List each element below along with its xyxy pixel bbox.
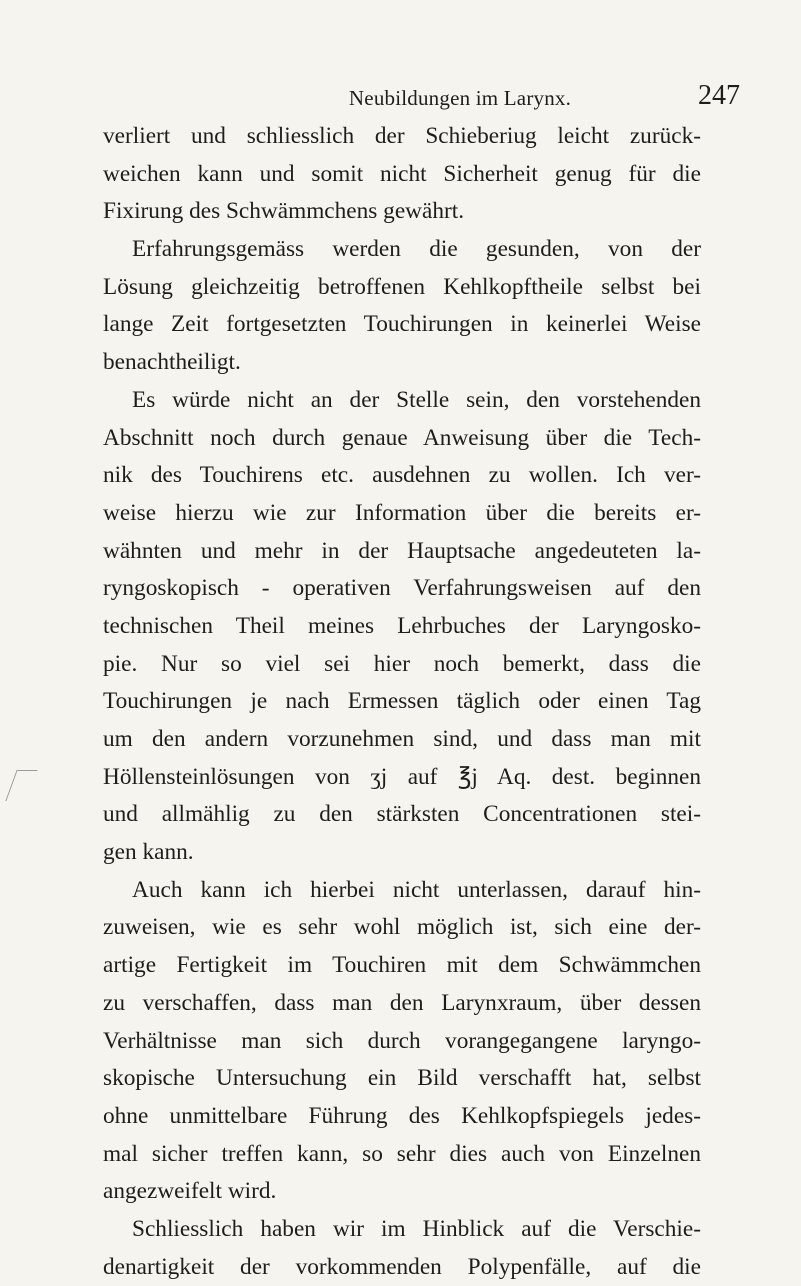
text-line: mal sicher treffen kann, so sehr dies auch von Einzelnen bbox=[103, 1140, 701, 1167]
text-line: Abschnitt noch durch genaue Anweisung über die Tech- bbox=[103, 424, 701, 451]
text-line: weise hierzu wie zur Information über die bereits er- bbox=[103, 499, 701, 526]
text-line: ryngoskopisch - operativen Verfahrungsweisen auf den bbox=[103, 575, 701, 602]
margin-mark bbox=[5, 770, 37, 801]
text-line: Es würde nicht an der Stelle sein, den vorstehenden bbox=[132, 386, 701, 413]
text-line: um den andern vorzunehmen sind, und dass man mit bbox=[103, 726, 701, 752]
page-header bbox=[0, 78, 801, 114]
text-line: angezweifelt wird. bbox=[103, 1178, 277, 1205]
text-line: denartigkeit der vorkommenden Polypenfälle, auf die bbox=[103, 1253, 701, 1280]
text-line: und allmählig zu den stärksten Concentrationen stei- bbox=[103, 801, 701, 828]
text-line: benachtheiligt. bbox=[103, 349, 241, 376]
text-line: gen kann. bbox=[103, 839, 194, 866]
text-line: ohne unmittelbare Führung des Kehlkopfspiegels jedes- bbox=[103, 1102, 701, 1129]
text-line: skopische Untersuchung ein Bild verschafft hat, selbst bbox=[103, 1065, 701, 1092]
text-line: nik des Touchirens etc. ausdehnen zu wollen. Ich ver- bbox=[103, 462, 701, 489]
text-line: zuweisen, wie es sehr wohl möglich ist, sich eine der- bbox=[103, 914, 701, 941]
text-line: Verhältnisse man sich durch vorangegangene laryngo- bbox=[103, 1027, 701, 1054]
text-line: lange Zeit fortgesetzten Touchirungen in keinerlei Weise bbox=[103, 311, 701, 338]
text-line: Lösung gleichzeitig betroffenen Kehlkopftheile selbst bei bbox=[103, 273, 701, 300]
body-text bbox=[103, 118, 701, 1286]
text-line: artige Fertigkeit im Touchiren mit dem Schwämmchen bbox=[103, 952, 701, 979]
text-line: technischen Theil meines Lehrbuches der Laryngosko- bbox=[103, 612, 701, 639]
page-number: 247 bbox=[698, 80, 740, 111]
text-line: Erfahrungsgemäss werden die gesunden, von der bbox=[132, 236, 701, 263]
text-line: Fixirung des Schwämmchens gewährt. bbox=[103, 198, 465, 225]
text-line: Auch kann ich hierbei nicht unterlassen, darauf hin- bbox=[132, 876, 701, 903]
text-line: Schliesslich haben wir im Hinblick auf die Verschie- bbox=[132, 1215, 701, 1242]
text-line: Höllensteinlösungen von ʒj auf ℥j Aq. dest. beginnen bbox=[103, 763, 701, 790]
running-head: Neubildungen im Larynx. bbox=[348, 86, 572, 110]
text-line: wähnten und mehr in der Hauptsache angedeuteten la- bbox=[103, 537, 701, 564]
text-line: verliert und schliesslich der Schieberiug leicht zurück- bbox=[103, 123, 701, 149]
text-line: weichen kann und somit nicht Sicherheit genug für die bbox=[103, 160, 701, 187]
text-line: zu verschaffen, dass man den Larynxraum, über dessen bbox=[103, 989, 701, 1016]
text-line: Touchirungen je nach Ermessen täglich oder einen Tag bbox=[103, 688, 701, 715]
text-line: pie. Nur so viel sei hier noch bemerkt, dass die bbox=[103, 650, 701, 677]
